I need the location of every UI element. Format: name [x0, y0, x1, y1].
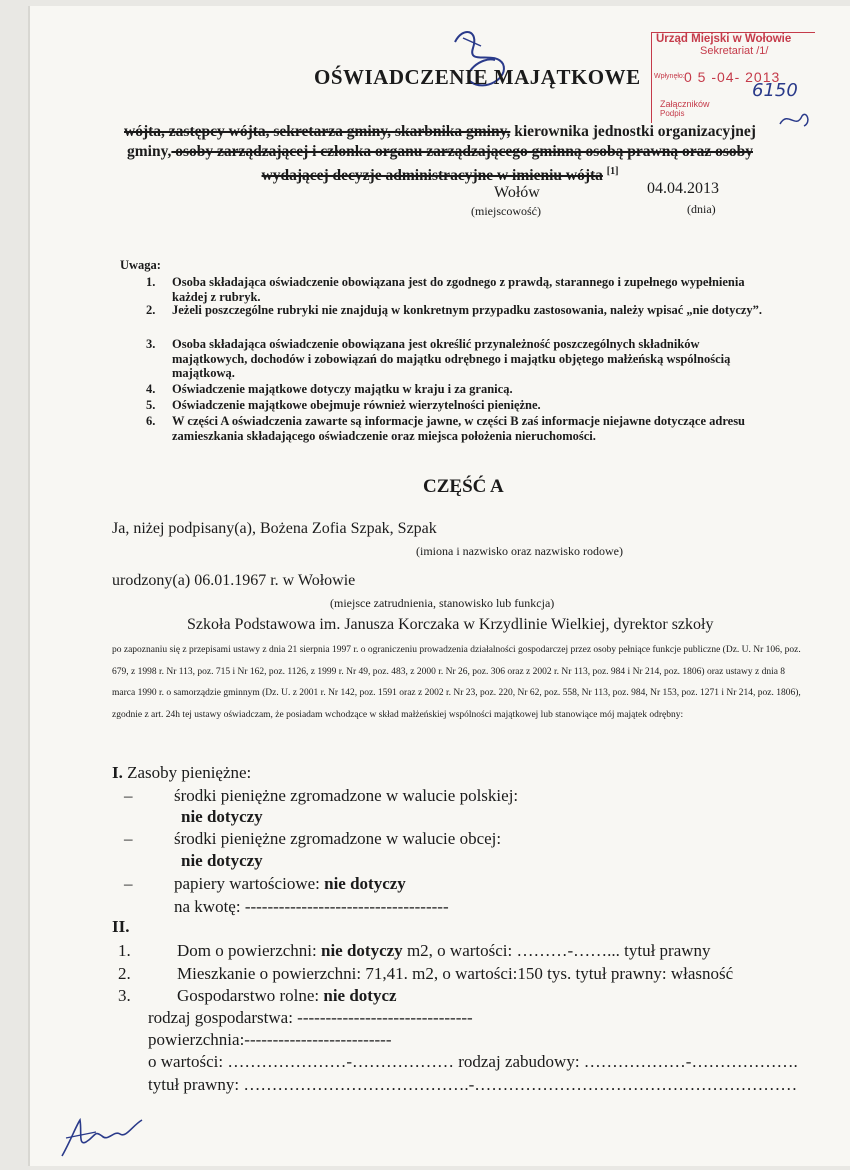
property-item-pre: Dom o powierzchni:	[177, 941, 321, 960]
property-item-number: 1.	[118, 941, 131, 960]
property-item	[177, 986, 397, 1006]
date-value: 04.04.2013	[647, 180, 719, 197]
place-value: Wołów	[494, 184, 540, 201]
farm-value: o wartości: …………………-……………… rodzaj zabudowy: ………………-……………….	[148, 1052, 798, 1071]
notes-heading: Uwaga:	[120, 258, 161, 272]
farm-type: rodzaj gospodarstwa: -------------------------------	[148, 1008, 473, 1027]
note-number: 5.	[146, 398, 156, 412]
note-number: 3.	[146, 337, 156, 351]
fx-funds-value: nie dotyczy	[181, 851, 263, 870]
document-title: OŚWIADCZENIE MAJĄTKOWE	[314, 65, 641, 89]
securities-label: papiery wartościowe:	[174, 874, 325, 893]
farm-title: tytuł prawny: ………………………………….-…………………………………………………	[148, 1075, 798, 1094]
stamp-received-date: 0 5 -04- 2013	[684, 69, 781, 85]
dash-3: –	[124, 874, 133, 893]
stamp-signature-label: Podpis	[660, 109, 685, 118]
property-item-bold: nie dotycz	[323, 986, 397, 1005]
employment-label: (miejsce zatrudnienia, stanowisko lub funkcja)	[330, 596, 555, 610]
securities-amount: na kwotę: ------------------------------------	[174, 897, 449, 916]
name-line: Ja, niżej podpisany(a), Bożena Zofia Szpak, Szpak	[112, 520, 437, 537]
property-item	[177, 941, 711, 961]
note-text: Oświadczenie majątkowe obejmuje również wierzytelności pieniężne.	[172, 398, 541, 412]
name-label: (imiona i nazwisko oraz nazwisko rodowe)	[416, 544, 623, 558]
employment-value: Szkoła Podstawowa im. Janusza Korczaka w Krzydlinie Wielkiej, dyrektor szkoły	[187, 616, 714, 633]
pln-funds-value: nie dotyczy	[181, 807, 263, 826]
part-a-heading: CZĘŚĆ A	[423, 476, 504, 497]
legal-basis-text: po zapoznaniu się z przepisami ustawy z dnia 21 sierpnia 1997 r. o ograniczeniu prowadzenia działalności gospodarczej przez osoby pełniące funkcje publiczne (Dz. U. Nr 106, poz. 679, z 1998 r. Nr 113, poz. 715 i Nr 162, poz. 1126, z 1999 r. Nr 49, poz. 483, z 2000 r. Nr 26, poz. 306 oraz z 2002 r. Nr 113, poz. 984 i Nr 214, poz. 1806) oraz ustawy z dnia 8 marca 1990 r. o samorządzie gminnym (Dz. U. z 2001 r. Nr 142, poz. 1591 oraz z 2002 r. Nr 23, poz. 220, Nr 62, poz. 558, Nr 113, poz. 984, Nr 153, poz. 1271 i Nr 214, poz. 1806), zgodnie z art. 24h tej ustawy oświadczam, że posiadam wchodzące w skład małżeńskiej wspólności majątkowej lub stanowiące mój majątek odrębny:	[112, 645, 801, 720]
securities-line	[174, 874, 406, 894]
handwritten-mark-icon	[776, 108, 816, 136]
birth-line: urodzony(a) 06.01.1967 r. w Wołowie	[112, 572, 356, 589]
property-item-pre: Mieszkanie o powierzchni: 71,41. m2, o wartości:150 tys. tytuł prawny: własność	[177, 964, 734, 983]
note-number: 4.	[146, 382, 156, 396]
stamp-received-label: Wpłynęło:	[654, 73, 685, 80]
selected-role-text: kierownika jednostki organizacyjnej gminy,	[127, 123, 756, 160]
signature-icon	[56, 1112, 156, 1164]
property-item-pre: Gospodarstwo rolne:	[177, 986, 324, 1005]
property-item	[177, 964, 733, 984]
note-text: Oświadczenie majątkowe dotyczy majątku w kraju i za granicą.	[172, 382, 513, 396]
dash-2: –	[124, 829, 133, 848]
securities-value: nie dotyczy	[324, 874, 406, 893]
section-1-roman: I.	[112, 763, 123, 782]
note-text: Osoba składająca oświadczenie obowiązana jest do zgodnego z prawdą, starannego i zupełnego wypełnienia każdej z rubryk.	[172, 275, 745, 304]
place-label: (miejscowość)	[471, 204, 541, 218]
farm-area: powierzchnia:--------------------------	[148, 1030, 392, 1049]
stamp-office: Urząd Miejski w Wołowie	[656, 33, 792, 45]
property-item-number: 3.	[118, 986, 131, 1005]
section-1-title: Zasoby pieniężne:	[122, 763, 252, 782]
note-text: Jeżeli poszczególne rubryki nie znajdują w konkretnym przypadku zastosowania, należy wpisać „nie dotyczy”.	[172, 303, 763, 317]
declarant-role-heading	[100, 122, 780, 186]
section-1-heading	[112, 763, 251, 783]
note-number: 2.	[146, 303, 156, 317]
struck-role-text-1: wójta, zastępcy wójta, sekretarza gminy, skarbnika gminy,	[124, 123, 511, 140]
note-number: 6.	[146, 414, 156, 428]
dash-1: –	[124, 786, 133, 805]
fx-funds-label: środki pieniężne zgromadzone w walucie obcej:	[174, 829, 502, 848]
date-label: (dnia)	[687, 202, 716, 216]
footnote-marker: [1]	[606, 166, 619, 177]
section-2-roman: II.	[112, 917, 130, 936]
struck-role-text-2: osoby zarządzającej i członka organu zarządzającego gminną osobą prawną oraz osoby wydającej decyzje administracyjne w imieniu wójta	[171, 143, 753, 185]
stamp-number: 6150	[752, 80, 798, 101]
property-item-number: 2.	[118, 964, 131, 983]
property-item-post: m2, o wartości: ………-……... tytuł prawny	[402, 941, 711, 960]
property-item-bold: nie dotyczy	[321, 941, 403, 960]
stamp-attachments-label: Załączników	[660, 99, 710, 109]
pln-funds-label: środki pieniężne zgromadzone w walucie polskiej:	[174, 786, 519, 805]
note-text: W części A oświadczenia zawarte są informacje jawne, w części B zaś informacje niejawne dotyczące adresu zamieszkania składającego oświadczenie oraz miejsca położenia nieruchomości.	[172, 414, 746, 443]
note-text: Osoba składająca oświadczenie obowiązana jest określić przynależność poszczególnych składników majątkowych, dochodów i zobowiązań do majątku odrębnego i majątku objętego małżeńską wspólnością majątkową.	[172, 337, 731, 380]
stamp-department: Sekretariat /1/	[700, 45, 769, 57]
note-number: 1.	[146, 275, 156, 289]
